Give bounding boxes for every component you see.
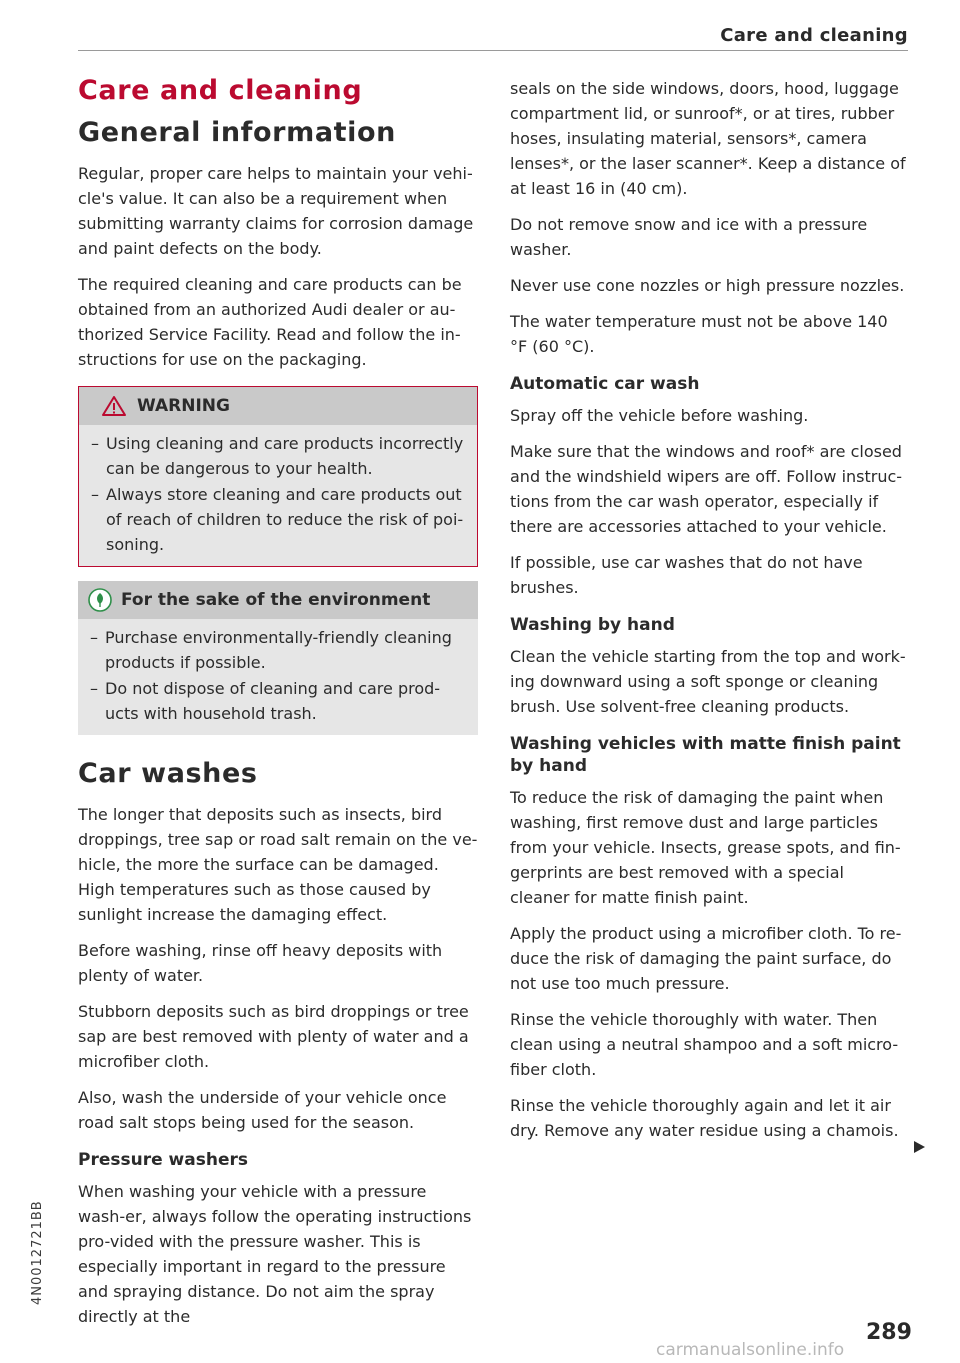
watermark: carmanualsonline.info bbox=[656, 1340, 845, 1360]
paragraph: If possible, use car washes that do not have brushes. bbox=[510, 553, 863, 597]
paragraph: The water temperature must not be above 140 °F (60 °C). bbox=[510, 312, 888, 356]
paragraph: Stubborn deposits such as bird droppings or tree sap are best removed with plenty of water and a microfiber cloth. bbox=[78, 1002, 469, 1071]
paragraph: Before washing, rinse off heavy deposits with plenty of water. bbox=[78, 941, 443, 985]
paragraph: Regular, proper care helps to maintain your vehi-cle's value. It can also be a requirement when submitting warranty claims for corrosion damage and paint defects on the body. bbox=[78, 164, 474, 258]
environment-title: For the sake of the environment bbox=[121, 589, 431, 610]
warning-box-header bbox=[79, 387, 477, 425]
paragraph: Also, wash the underside of your vehicle once road salt stops being used for the season. bbox=[78, 1088, 447, 1132]
chapter-title: Care and cleaning bbox=[78, 75, 363, 106]
environment-box-header bbox=[78, 581, 478, 619]
paragraph: Clean the vehicle starting from the top and work-ing downward using a soft sponge or cleaning brush. Use solvent-free cleaning products. bbox=[510, 647, 906, 716]
paragraph: When washing your vehicle with a pressure wash-er, always follow the operating instructions pro-vided with the pressure washer. This is especially important in regard to the pressure and spraying distance. Do not aim the spray directly at the bbox=[78, 1182, 472, 1326]
paragraph: Make sure that the windows and roof* are closed and the windshield wipers are off. Follow instruc-tions from the car wash operator, especially if there are accessories attached to your vehicle. bbox=[510, 442, 903, 536]
subsection-title-pressure-washers: Pressure washers bbox=[78, 1150, 248, 1170]
list-item-text: Do not dispose of cleaning and care prod-ucts with household trash. bbox=[105, 679, 441, 723]
document-code: 4N0012721BB bbox=[30, 1200, 45, 1305]
subsection-title-automatic-car-wash: Automatic car wash bbox=[510, 374, 700, 394]
warning-title: WARNING bbox=[137, 395, 230, 416]
warning-triangle-icon bbox=[101, 395, 127, 417]
paragraph: Spray off the vehicle before washing. bbox=[510, 406, 809, 425]
list-item: – Always store cleaning and care products out of reach of children to reduce the risk of poi-soning. bbox=[91, 485, 464, 554]
list-item: – Do not dispose of cleaning and care prod-ucts with household trash. bbox=[90, 679, 441, 723]
paragraph: Rinse the vehicle thoroughly again and let it air dry. Remove any water residue using a chamois. bbox=[510, 1096, 899, 1140]
subsection-title-matte-finish: Washing vehicles with matte finish paint by hand bbox=[510, 734, 901, 776]
environment-box bbox=[78, 581, 478, 735]
header-rule bbox=[78, 50, 908, 51]
running-header-title: Care and cleaning bbox=[720, 25, 908, 46]
paragraph: seals on the side windows, doors, hood, luggage compartment lid, or sunroof*, or at tires, rubber hoses, insulating material, sensors*, camera lenses*, or the laser scanner*. Keep a distance of at least 16 in (40 cm). bbox=[510, 79, 906, 198]
section-title-car-washes: Car washes bbox=[78, 758, 258, 789]
paragraph: Apply the product using a microfiber cloth. To re-duce the risk of damaging the paint surface, do not use too much pressure. bbox=[510, 924, 902, 993]
subsection-title-washing-by-hand: Washing by hand bbox=[510, 615, 675, 635]
paragraph: The longer that deposits such as insects, bird droppings, tree sap or road salt remain on the ve-hicle, the more the surface can be damaged. High temperatures such as those caused by sunlight increase the damaging effect. bbox=[78, 805, 478, 924]
page-number: 289 bbox=[866, 1320, 912, 1345]
paragraph: The required cleaning and care products can be obtained from an authorized Audi dealer or au-thorized Service Facility. Read and follow the in-structions for use on the packaging. bbox=[78, 275, 462, 369]
paragraph: Rinse the vehicle thoroughly with water. Then clean using a neutral shampoo and a soft micro-fiber cloth. bbox=[510, 1010, 899, 1079]
left-column bbox=[78, 74, 478, 1329]
list-item: – Purchase environmentally-friendly cleaning products if possible. bbox=[90, 628, 452, 672]
continue-arrow-icon bbox=[914, 1141, 925, 1153]
paragraph: To reduce the risk of damaging the paint when washing, first remove dust and large particles from your vehicle. Insects, grease spots, and fin-gerprints are best removed with a special cleaner for matte finish paint. bbox=[510, 788, 901, 907]
environment-leaf-icon bbox=[88, 588, 112, 612]
list-item-text: Always store cleaning and care products out of reach of children to reduce the risk of poi-soning. bbox=[106, 485, 464, 554]
list-item-text: Using cleaning and care products incorrectly can be dangerous to your health. bbox=[106, 434, 464, 478]
section-title-general-information: General information bbox=[78, 117, 396, 148]
list-item-text: Purchase environmentally-friendly cleaning products if possible. bbox=[105, 628, 452, 672]
list-item: – Using cleaning and care products incorrectly can be dangerous to your health. bbox=[91, 434, 464, 478]
right-column bbox=[510, 76, 908, 1143]
paragraph: Never use cone nozzles or high pressure nozzles. bbox=[510, 276, 905, 295]
paragraph: Do not remove snow and ice with a pressure washer. bbox=[510, 215, 868, 259]
warning-box bbox=[78, 386, 478, 567]
